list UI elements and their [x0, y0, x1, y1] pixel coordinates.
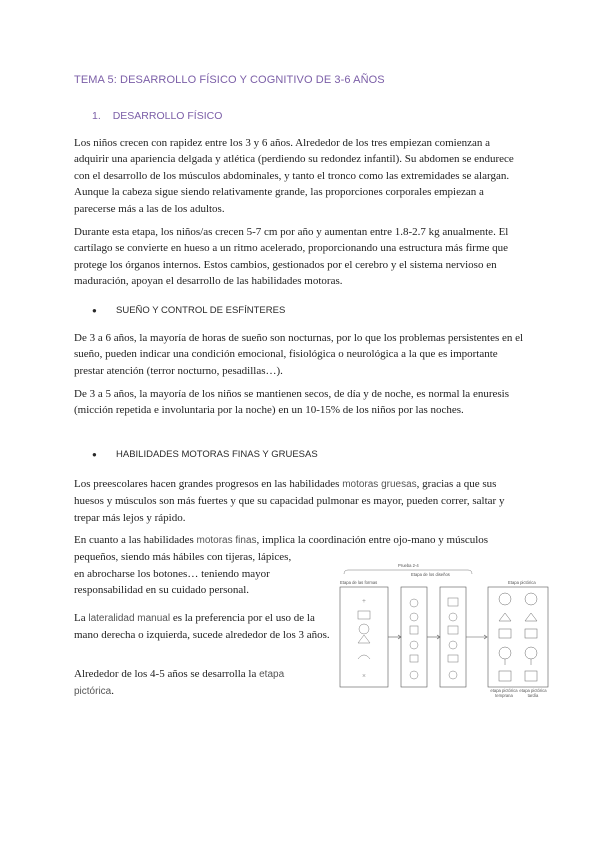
- text: es la preferencia por el uso de la mano derecha o izquierda, sucede alrededor de los 3 años.: [74, 612, 330, 642]
- tree-drawing-icon: [525, 647, 537, 659]
- text: .: [111, 685, 114, 698]
- section-label: DESARROLLO FÍSICO: [112, 110, 223, 122]
- designs-stage-box-1: [401, 587, 427, 687]
- paragraph-enuresis: De 3 a 5 años, la mayoría de los niños se mantienen secos, de día y de noche, es normal la enuresis (micción repetida e involuntaria por la noche) en un 10-15% de los niños por las noches.: [74, 388, 509, 417]
- text: En cuanto a las habilidades: [74, 534, 197, 546]
- design-icon: [410, 626, 418, 634]
- paragraph-gross-motor: [74, 476, 526, 526]
- early-pictorial-caption-box: [488, 688, 520, 710]
- bullet-sleep: [92, 305, 285, 316]
- drawing-icon: [525, 629, 537, 638]
- section-number: 1.: [92, 110, 101, 122]
- design-icon: [410, 671, 418, 679]
- drawing-stages-figure: [338, 563, 552, 711]
- document-title: TEMA 5: DESARROLLO FÍSICO Y COGNITIVO DE 3-6 AÑOS: [74, 74, 385, 86]
- drawing-icon: [499, 671, 511, 681]
- design-icon: [449, 641, 457, 649]
- tree-drawing-icon: [499, 647, 511, 659]
- x-shape-icon: ×: [362, 672, 366, 680]
- bullet-label: SUEÑO Y CONTROL DE ESFÍNTERES: [116, 305, 286, 316]
- paragraph-fine-motor: [74, 532, 534, 566]
- keyword-fine-motor: motoras finas: [196, 535, 257, 546]
- house-drawing-icon: [525, 613, 537, 621]
- figure-bracket: [344, 570, 472, 574]
- keyword-pictorial: etapa pictórica: [74, 669, 285, 698]
- circle-shape-icon: [359, 624, 369, 634]
- design-icon: [448, 598, 458, 606]
- figure-designs-label: Etapa de los diseños: [411, 572, 450, 577]
- designs-stage-box-2: [440, 587, 466, 687]
- drawing-icon: [499, 629, 511, 638]
- paragraph-growth: Los niños crecen con rapidez entre los 3 y 6 años. Alrededor de los tres empiezan comienzan a adquirir una apariencia delgada y atlética (perdiendo su redondez infantil). Su abdomen se endurece con el desarrollo de los músculos abdominales, y tanto el tronco como las extremidades se alargan. Aunque la cabeza sigue siendo relativamente grande, las proporciones corporales empiezan a parecerse más a las de los adultos.: [74, 137, 514, 215]
- bullet-motor: [92, 449, 318, 460]
- design-icon: [410, 655, 418, 662]
- text: Los preescolares hacen grandes progresos en las habilidades: [74, 478, 343, 490]
- paragraph-laterality: [74, 610, 330, 644]
- text: La: [74, 612, 89, 624]
- paragraph-pictorial: [74, 666, 314, 701]
- figure-top-label: Prueba 2-4: [398, 563, 419, 568]
- bullet-icon: ●: [92, 306, 97, 315]
- figure-drawing-icon: [525, 593, 537, 605]
- text: Alrededor de los 4-5 años se desarrolla la: [74, 668, 260, 680]
- text: , implica la coordinación entre ojo-mano y músculos pequeños, siendo más hábiles con tijeras, lápices,: [74, 534, 489, 564]
- paragraph-fine-motor-cont: en abrocharse los botones… teniendo mayor: [74, 568, 270, 580]
- late-pictorial-caption-box: [518, 688, 548, 710]
- design-icon: [448, 626, 458, 634]
- drawing-icon: [525, 671, 537, 681]
- figure-shapes-label: Etapa de las formas: [340, 580, 378, 585]
- rectangle-shape-icon: [358, 611, 370, 619]
- bullet-icon: ●: [92, 450, 97, 459]
- design-icon: [410, 641, 418, 649]
- section-heading: [92, 110, 222, 122]
- figure-pictorial-label: Etapa pictórica: [508, 580, 536, 585]
- paragraph-fine-motor-end: responsabilidad en su cuidado personal.: [74, 584, 250, 596]
- cross-shape-icon: +: [362, 597, 366, 605]
- paragraph-growth-rate: Durante esta etapa, los niños/as crecen 5-7 cm por año y aumentan entre 1.8-2.7 kg anualmente. El cartílago se convierte en hueso a un ritmo acelerado, proporcionando una estructura más firme que protege los órganos internos. Estos cambios, gestionados por el cerebro y el sistema nervioso en maduración, apoyan el desarrollo de las habilidades motoras.: [74, 226, 509, 288]
- keyword-laterality: lateralidad manual: [88, 613, 171, 624]
- triangle-shape-icon: [358, 635, 370, 643]
- text: , gracias a que sus huesos y músculos son más fuertes y que su capacidad pulmonar es mayor, pueden correr, saltar y trepar más lejos y rápido.: [74, 478, 505, 524]
- keyword-gross-motor: motoras gruesas: [342, 479, 417, 490]
- figure-drawing-icon: [499, 593, 511, 605]
- curve-shape-icon: [358, 655, 370, 659]
- design-icon: [410, 613, 418, 621]
- design-icon: [449, 613, 457, 621]
- bullet-label: HABILIDADES MOTORAS FINAS Y GRUESAS: [116, 449, 318, 460]
- paragraph-sleep: De 3 a 6 años, la mayoría de horas de sueño son nocturnas, por lo que los problemas persistentes en el sueño, pueden indicar una condición emocional, fisiológica o neurológica a la que es importante prestar atención (terror nocturno, pesadillas…).: [74, 332, 524, 377]
- house-drawing-icon: [499, 613, 511, 621]
- design-icon: [410, 599, 418, 607]
- design-icon: [448, 655, 458, 662]
- drawing-stages-diagram: [338, 563, 552, 711]
- design-icon: [449, 671, 457, 679]
- early-pictorial-caption: etapa pictórica temprana: [490, 688, 518, 698]
- pictorial-stage-box: [488, 587, 548, 687]
- late-pictorial-caption: etapa pictórica tardía: [519, 688, 547, 698]
